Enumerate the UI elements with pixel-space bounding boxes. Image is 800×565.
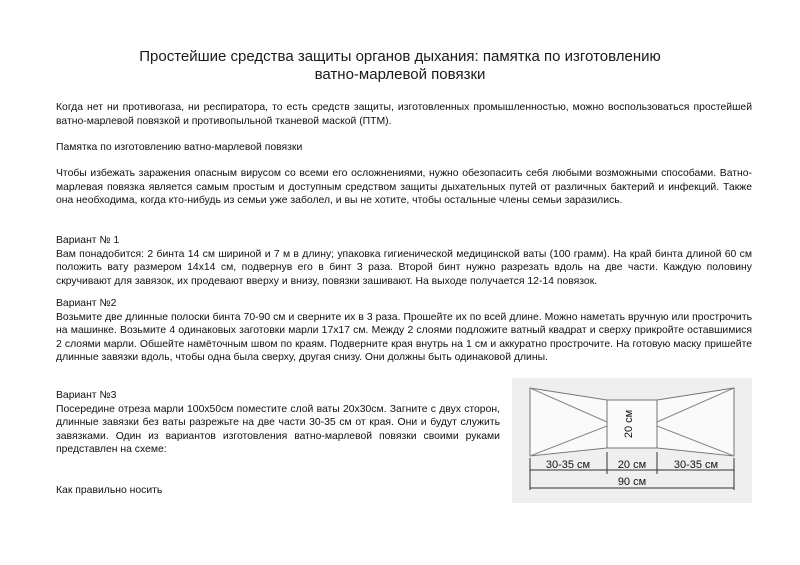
variant-3-heading: Вариант №3 [56, 390, 117, 401]
title-line-1: Простейшие средства защиты органов дыхания: памятка по изготовлению [139, 48, 661, 65]
total-length-label: 90 см [617, 476, 647, 488]
pad-height-label: 20 см [622, 409, 635, 439]
bandage-diagram-svg [512, 378, 752, 503]
left-segment-label: 30-35 см [545, 459, 591, 471]
variant-2-section [56, 297, 752, 365]
variant-1-heading: Вариант № 1 [56, 235, 120, 246]
variant-2-text: Возьмите две длинные полоски бинта 70-90 см и сверните их в 3 раза. Прошейте их по всей длине. Можно наметать вручную или прострочить на машинке. Возьмите 4 одинаковых заготовки марли 17х17 см. Между 2 слоями подложите ватный квадрат и сверху прикройте оставшимися 2 слоями марли. Обшейте намёточным швом по краям. Подверните края внутрь на 1 см и аккуратно прострочите. На готовую маску пришейте длинные завязки вдоль, чтобы одна была сверху, другая снизу. Они должны быть одинаковой длины. [56, 311, 752, 364]
title-line-2: ватно-марлевой повязки [314, 66, 486, 83]
variant-1-text: Вам понадобится: 2 бинта 14 см шириной и 7 м в длину; упаковка гигиенической медицинской ваты (100 грамм). На край бинта длиной 60 см положить вату размером 14х14 см, подвернув его в бинт 3 раза. Второй бинт нужно разрезать вдоль на две части. Каждую половину скручивают для завязок, их продевают вверху и внизу, повязки зашивают. На выходе получается 12-14 повязок. [56, 248, 752, 287]
variant-1-section [56, 234, 752, 288]
variant-2-heading: Вариант №2 [56, 298, 117, 309]
page-title [0, 48, 800, 84]
intro-paragraph: Когда нет ни противогаза, ни респиратора, то есть средств защиты, изготовленных промышленностью, можно воспользоваться простейшей ватно-марлевой повязкой и противопыльной тканевой маской (ПТМ). [56, 102, 752, 127]
middle-segment-label: 20 см [617, 459, 647, 471]
memo-heading: Памятка по изготовлению ватно-марлевой повязки [56, 142, 303, 153]
variant-3-section [56, 389, 500, 457]
variant-3-text: Посередине отреза марли 100х50см поместите слой ваты 20х30см. Загните с двух сторон, длинные завязки без ваты разрежьте на две части 30-35 см от края. Они и будут служить завязками. Один из вариантов изготовления ватно-марлевой повязки своими руками представлен на схеме: [56, 403, 500, 456]
bandage-diagram [512, 378, 752, 503]
right-segment-label: 30-35 см [673, 459, 719, 471]
why-paragraph: Чтобы избежать заражения опасным вирусом со всеми его осложнениями, нужно обезопасить себя любыми возможными способами. Ватно-марлевая повязка является самым простым и доступным средством защиты дыхательных путей от различных бактерий и инфекций. Также она необходима, когда кто-нибудь из семьи уже заболел, и вы не хотите, чтобы остальные члены семьи заразились. [56, 168, 752, 207]
how-to-wear-heading: Как правильно носить [56, 485, 163, 496]
